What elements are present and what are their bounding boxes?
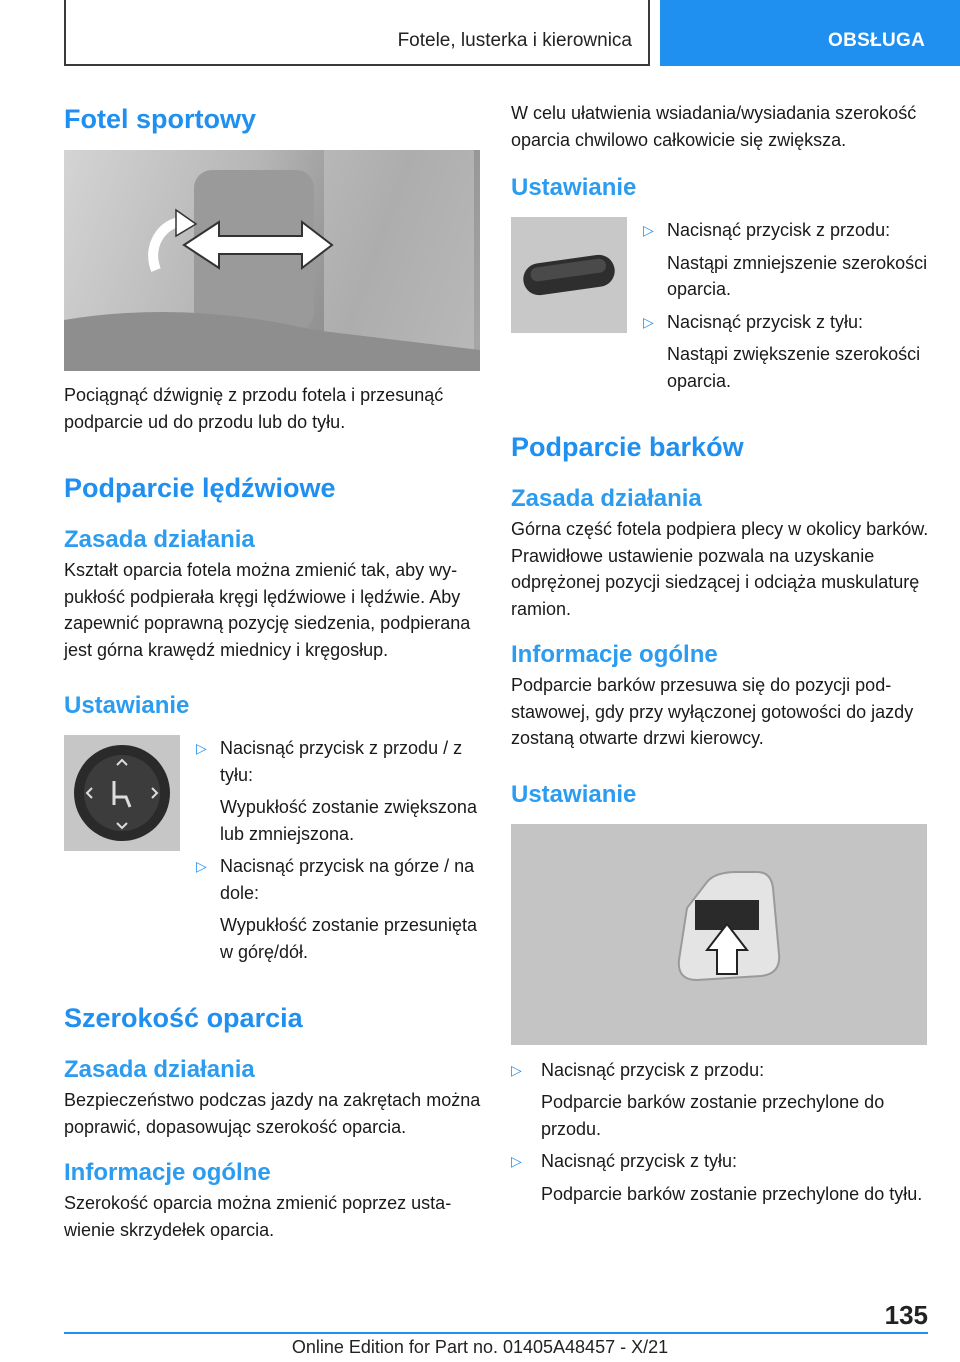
step-action: Nacisnąć przycisk z przodu: [667,220,891,240]
seat-illustration [64,150,480,371]
step-result: Podparcie barków zostanie przechylone do tyłu. [541,1183,923,1204]
step-action: Nacisnąć przycisk z tyłu: [541,1151,738,1171]
triangle-bullet-icon: ▷ [511,1061,522,1078]
step-action: Nacisnąć przycisk z przodu / z tyłu: [220,738,463,785]
heading-width-adjust: Ustawianie [511,174,637,201]
heading-shoulder-general: Informacje ogólne [511,641,718,668]
footer-edition: Online Edition for Part no. 01405A48457 - X/21 [291,1337,669,1357]
heading-lumbar-adjust: Ustawianie [64,692,190,719]
heading-sport-seat: Fotel sportowy [64,104,257,134]
list-item [196,853,482,965]
rocker-button-icon [511,217,627,333]
step-result: Nastąpi zwiększenie szerokości oparcia. [667,344,921,391]
list-item [511,1057,929,1143]
lumbar-adjust-block [64,735,482,965]
width-steps [627,217,929,394]
heading-shoulder-adjust: Ustawianie [511,780,637,808]
shoulder-principle-text: Górna część fotela podpiera plecy w okolicy barków. Prawidłowe ustawienie pozwala na uzyskanie odprężonej pozycji siedzącej i odciąża muskulaturę ramion. [511,519,929,619]
step-action: Nacisnąć przycisk z przodu: [541,1059,765,1080]
section-tab-label: OBSŁUGA [828,30,926,51]
right-column [511,96,929,1207]
heading-width-general: Informacje ogólne [64,1159,271,1186]
heading-shoulder-principle: Zasada działania [511,485,702,512]
step-action: Nacisnąć przycisk z tyłu: [667,311,864,332]
triangle-bullet-icon: ▷ [196,858,207,874]
section-tab[interactable] [660,0,960,66]
page-number: 135 [884,1300,928,1330]
triangle-bullet-icon: ▷ [196,740,207,756]
list-item [643,309,929,395]
step-action: Nacisnąć przycisk na górze / na dole: [220,856,475,903]
lumbar-steps [180,735,482,965]
step-result: Wypukłość zostanie zwiększona lub zmniejszona. [220,797,477,844]
triangle-bullet-icon: ▷ [511,1153,522,1169]
page-header [0,0,960,66]
width-entry-text: W celu ułatwienia wsiadania/wysiadania szerokość oparcia chwilowo całkowicie się zwiększa. [511,103,917,150]
triangle-bullet-icon: ▷ [643,313,654,330]
step-result: Nastąpi zmniejszenie szerokości oparcia. [667,252,928,299]
footer-rule [64,1332,928,1334]
shoulder-button-illustration [511,824,927,1045]
shoulder-steps [511,1057,929,1208]
heading-lumbar-support: Podparcie lędźwiowe [64,473,336,503]
shoulder-general-text: Podparcie barków przesuwa się do pozycji podstawowej, gdy przy wyłączonej gotowości do jazdy zostaną otwarte drzwi kierowcy. [511,675,914,748]
step-result: Podparcie barków zostanie przechylone do przodu. [541,1092,885,1139]
chapter-title: Fotele, lusterka i kierownica [397,30,632,51]
width-adjust-block [511,217,929,394]
width-button-image [511,217,627,333]
chapter-title-box [64,0,650,66]
lumbar-principle-text: Kształt oparcia fotela można zmienić tak, aby wypukłość podpierała kręgi lędźwiowe i lędźwie. Aby zapewnić poprawną pozycję siedzenia, podpierana jest górna krawędź miednicy i kręgosłup. [64,560,471,660]
list-item [643,217,929,303]
triangle-bullet-icon: ▷ [643,222,654,238]
sport-seat-text: Pociągnąć dźwignię z przodu fotela i przesunąć podparcie ud do przodu lub do tyłu. [64,385,444,432]
step-result: Wypukłość zostanie przesunięta w górę/dół. [220,915,477,962]
left-column [64,96,482,1243]
sport-seat-thigh-support-image [64,150,480,371]
lever-arrow-icon [176,210,196,236]
heading-backrest-width: Szerokość oparcia [64,1003,303,1033]
shoulder-button-image [511,824,927,1045]
lumbar-controller-image [64,735,180,851]
heading-lumbar-principle: Zasada działania [64,526,255,553]
four-way-controller-icon [64,735,180,851]
heading-shoulder-support: Podparcie barków [511,432,744,462]
width-principle-text: Bezpieczeństwo podczas jazdy na zakrętach można poprawić, dopasowując szerokość oparcia. [64,1090,481,1137]
list-item [196,735,482,847]
heading-width-principle: Zasada działania [64,1056,255,1083]
list-item [511,1148,929,1207]
width-general-text: Szerokość oparcia można zmienić poprzez ustawienie skrzydełek oparcia. [64,1193,452,1240]
